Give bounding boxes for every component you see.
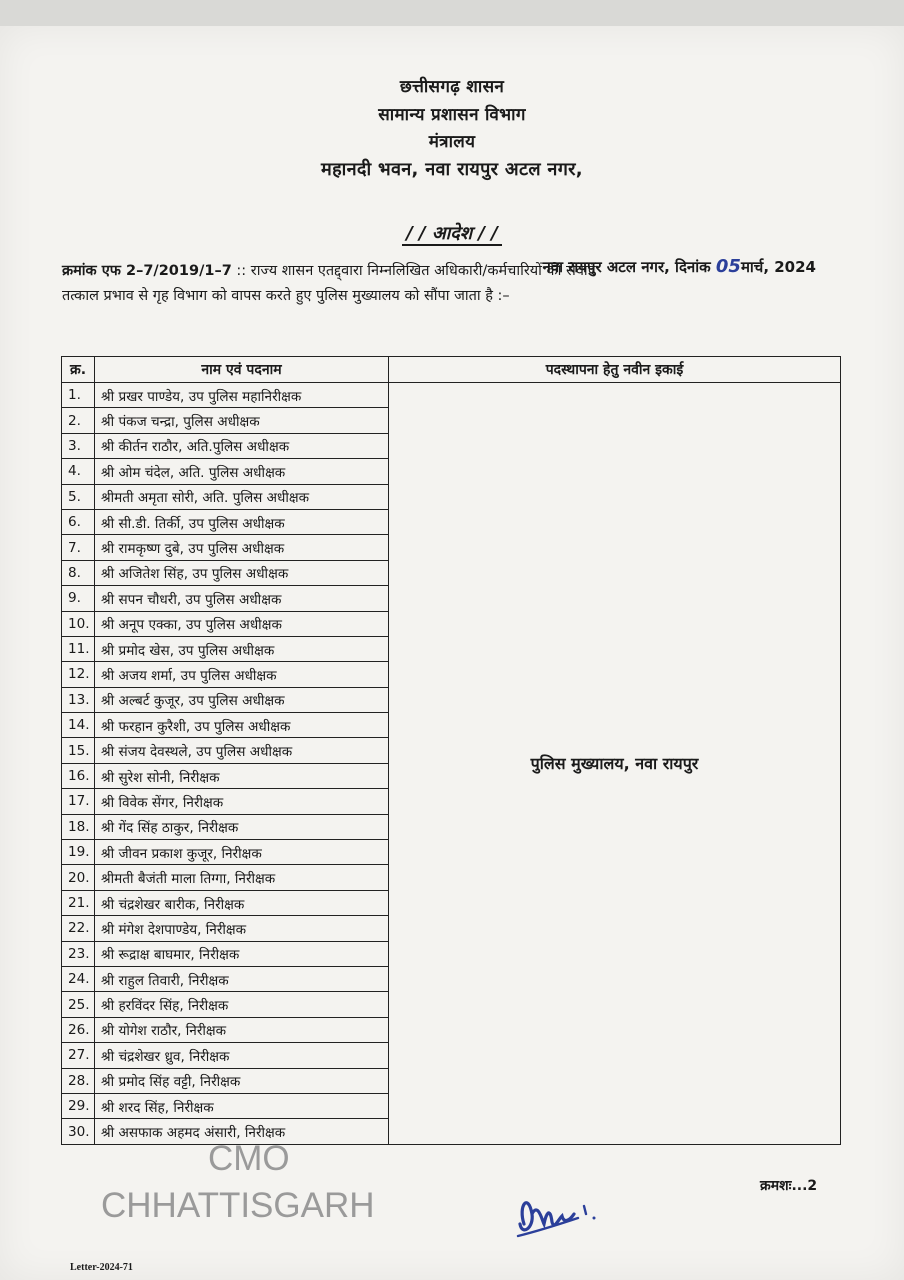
row-serial: 30. bbox=[62, 1119, 95, 1144]
row-name-designation: श्री फरहान कुरैशी, उप पुलिस अधीक्षक bbox=[95, 713, 389, 738]
row-serial: 4. bbox=[62, 459, 95, 484]
row-serial: 12. bbox=[62, 662, 95, 687]
row-serial: 25. bbox=[62, 992, 95, 1017]
row-name-designation: श्री असफाक अहमद अंसारी, निरीक्षक bbox=[95, 1119, 389, 1144]
watermark-line1: CMO bbox=[208, 1139, 290, 1178]
row-name-designation: श्रीमती बैजंती माला तिग्गा, निरीक्षक bbox=[95, 865, 389, 890]
row-name-designation: श्री विवेक सेंगर, निरीक्षक bbox=[95, 789, 389, 814]
row-serial: 22. bbox=[62, 916, 95, 941]
row-serial: 7. bbox=[62, 535, 95, 560]
header-name-designation: नाम एवं पदनाम bbox=[95, 357, 389, 383]
row-name-designation: श्री मंगेश देशपाण्डेय, निरीक्षक bbox=[95, 916, 389, 941]
dateline-month-year: मार्च, 2024 bbox=[740, 258, 816, 276]
row-name-designation: श्री जीवन प्रकाश कुजूर, निरीक्षक bbox=[95, 840, 389, 865]
row-serial: 15. bbox=[62, 738, 95, 763]
row-name-designation: श्री रामकृष्ण दुबे, उप पुलिस अधीक्षक bbox=[95, 535, 389, 560]
document-page bbox=[0, 26, 904, 1280]
row-name-designation: श्री पंकज चन्द्रा, पुलिस अधीक्षक bbox=[95, 408, 389, 433]
row-name-designation: श्री ओम चंदेल, अति. पुलिस अधीक्षक bbox=[95, 459, 389, 484]
watermark-line2: CHHATTISGARH bbox=[101, 1186, 375, 1225]
row-serial: 17. bbox=[62, 789, 95, 814]
row-serial: 20. bbox=[62, 865, 95, 890]
row-name-designation: श्री शरद सिंह, निरीक्षक bbox=[95, 1093, 389, 1118]
row-name-designation: श्री सी.डी. तिर्की, उप पुलिस अधीक्षक bbox=[95, 509, 389, 534]
row-serial: 10. bbox=[62, 611, 95, 636]
order-paragraph-line2: तत्काल प्रभाव से गृह विभाग को वापस करते हुए पुलिस मुख्यालय को सौंपा जाता है :– bbox=[62, 288, 510, 304]
row-name-designation: श्री रूद्राक्ष बाघमार, निरीक्षक bbox=[95, 941, 389, 966]
order-paragraph-line1 bbox=[62, 259, 822, 284]
row-name-designation: श्री अजय शर्मा, उप पुलिस अधीक्षक bbox=[95, 662, 389, 687]
row-name-designation: श्री प्रमोद सिंह वट्टी, निरीक्षक bbox=[95, 1068, 389, 1093]
order-title bbox=[0, 221, 904, 245]
signature-image bbox=[514, 1184, 604, 1254]
row-serial: 13. bbox=[62, 687, 95, 712]
row-serial: 14. bbox=[62, 713, 95, 738]
header-address: महानदी भवन, नवा रायपुर अटल नगर, bbox=[321, 159, 583, 180]
row-name-designation: श्री चंद्रशेखर बारीक, निरीक्षक bbox=[95, 890, 389, 915]
row-serial: 27. bbox=[62, 1043, 95, 1068]
order-paragraph-text1: :: राज्य शासन एतद्द्वारा निम्नलिखित अधिकारी/कर्मचारियों की सेवाएं bbox=[231, 263, 596, 279]
order-reference-number: क्रमांक एफ 2–7/2019/1–7 bbox=[62, 263, 232, 279]
header-government: छत्तीसगढ़ शासन bbox=[399, 77, 505, 97]
row-name-designation: श्री हरविंदर सिंह, निरीक्षक bbox=[95, 992, 389, 1017]
dateline-day: 05 bbox=[715, 256, 741, 277]
row-name-designation: श्री राहुल तिवारी, निरीक्षक bbox=[95, 966, 389, 991]
row-name-designation: श्री सपन चौधरी, उप पुलिस अधीक्षक bbox=[95, 586, 389, 611]
row-serial: 11. bbox=[62, 636, 95, 661]
posting-unit-cell: पुलिस मुख्यालय, नवा रायपुर bbox=[389, 383, 841, 1145]
row-name-designation: श्री सुरेश सोनी, निरीक्षक bbox=[95, 763, 389, 788]
row-serial: 28. bbox=[62, 1068, 95, 1093]
row-serial: 26. bbox=[62, 1017, 95, 1042]
row-serial: 1. bbox=[62, 383, 95, 408]
row-serial: 16. bbox=[62, 763, 95, 788]
table-header-row bbox=[62, 357, 841, 383]
row-name-designation: श्री प्रखर पाण्डेय, उप पुलिस महानिरीक्षक bbox=[95, 383, 389, 408]
row-name-designation: श्री गेंद सिंह ठाकुर, निरीक्षक bbox=[95, 814, 389, 839]
header-serial: क्र. bbox=[62, 357, 95, 383]
letter-reference: Letter-2024-71 bbox=[70, 1262, 133, 1273]
row-serial: 6. bbox=[62, 509, 95, 534]
row-serial: 19. bbox=[62, 840, 95, 865]
row-serial: 2. bbox=[62, 408, 95, 433]
row-name-designation: श्रीमती अमृता सोरी, अति. पुलिस अधीक्षक bbox=[95, 484, 389, 509]
row-serial: 21. bbox=[62, 890, 95, 915]
row-serial: 8. bbox=[62, 560, 95, 585]
continuation-note: क्रमशः...2 bbox=[760, 1178, 818, 1194]
row-name-designation: श्री अनूप एक्का, उप पुलिस अधीक्षक bbox=[95, 611, 389, 636]
order-title-text: / / आदेश / / bbox=[402, 223, 502, 246]
row-name-designation: श्री चंद्रशेखर ध्रुव, निरीक्षक bbox=[95, 1043, 389, 1068]
dateline-place: नवा रायपुर अटल नगर, दिनांक bbox=[542, 258, 716, 276]
row-serial: 18. bbox=[62, 814, 95, 839]
header-department: सामान्य प्रशासन विभाग bbox=[378, 105, 526, 125]
row-serial: 24. bbox=[62, 966, 95, 991]
row-serial: 9. bbox=[62, 586, 95, 611]
row-serial: 3. bbox=[62, 433, 95, 458]
row-serial: 29. bbox=[62, 1093, 95, 1118]
posting-table bbox=[61, 356, 841, 1145]
header-posting-unit: पदस्थापना हेतु नवीन इकाई bbox=[389, 357, 841, 383]
row-name-designation: श्री अल्बर्ट कुजूर, उप पुलिस अधीक्षक bbox=[95, 687, 389, 712]
row-serial: 23. bbox=[62, 941, 95, 966]
row-name-designation: श्री कीर्तन राठौर, अति.पुलिस अधीक्षक bbox=[95, 433, 389, 458]
row-name-designation: श्री अजितेश सिंह, उप पुलिस अधीक्षक bbox=[95, 560, 389, 585]
header-ministry: मंत्रालय bbox=[428, 132, 476, 152]
row-name-designation: श्री प्रमोद खेस, उप पुलिस अधीक्षक bbox=[95, 636, 389, 661]
row-name-designation: श्री योगेश राठौर, निरीक्षक bbox=[95, 1017, 389, 1042]
table-row bbox=[62, 383, 841, 408]
row-name-designation: श्री संजय देवस्थले, उप पुलिस अधीक्षक bbox=[95, 738, 389, 763]
row-serial: 5. bbox=[62, 484, 95, 509]
